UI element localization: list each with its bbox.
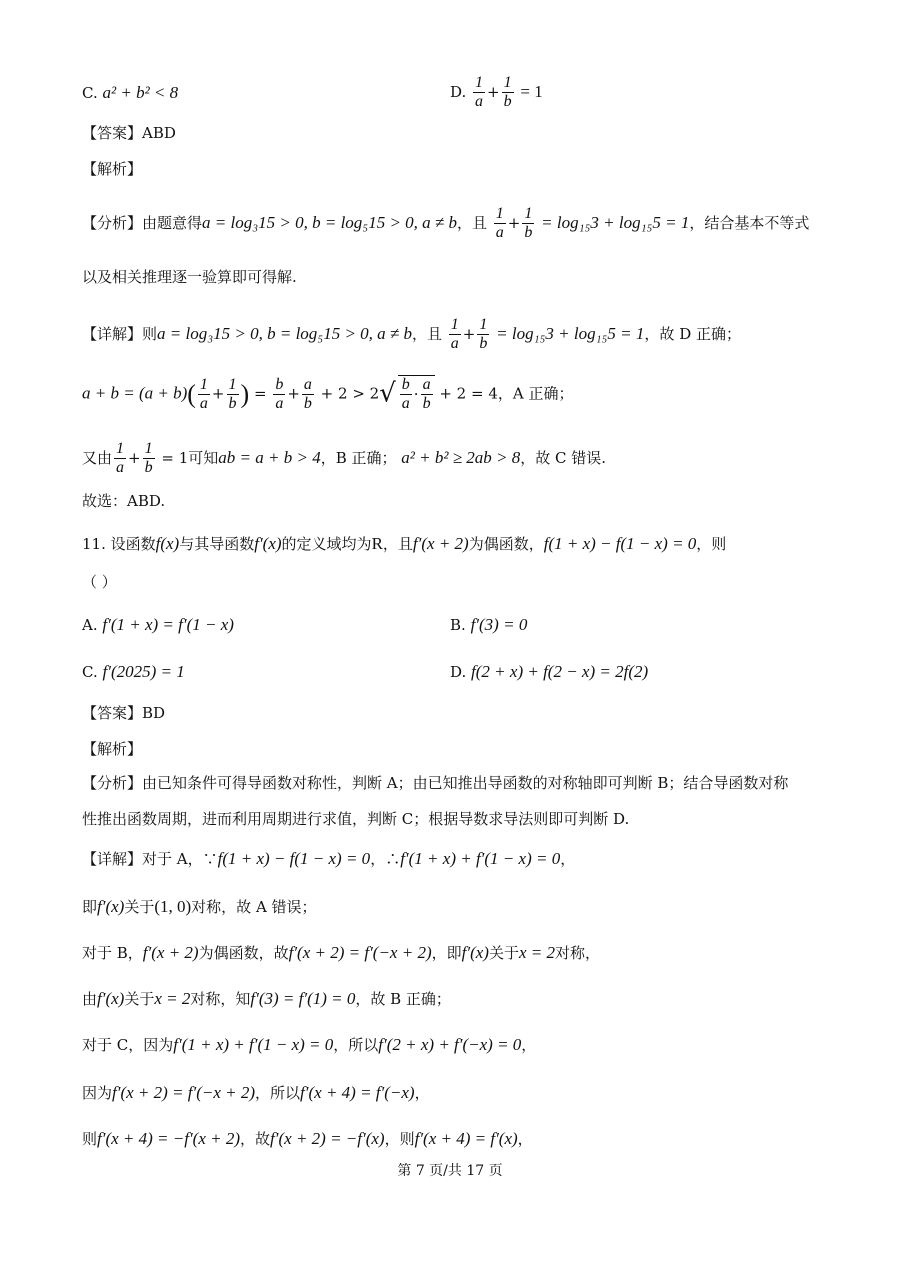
q11-option-b <box>450 614 527 636</box>
q11-detail-5-mid: ，所以 <box>333 1036 379 1054</box>
q11-detail-3-expr3: f′(x) <box>461 943 489 962</box>
q11-detail-3-mid3: 关于 <box>488 944 519 962</box>
q11-detail-5-tail: ， <box>521 1036 537 1054</box>
q11-detail-3-expr4: x = 2 <box>518 943 555 962</box>
q11-detail-6-expr2: f′(x + 4) = f′(−x) <box>300 1083 415 1102</box>
q11-detail-7-expr2: f′(x + 2) = −f′(x) <box>270 1129 385 1148</box>
fraction-b-over-a: $\frac{b}{a}$ <box>275 375 284 412</box>
q11-detail-3-mid1: 为偶函数，故 <box>198 944 289 962</box>
page-footer: 第 7 页/共 17 页 <box>397 1163 503 1179</box>
q10-step-a-mid3: + 2 = 4 <box>439 384 498 403</box>
q11-stem-d: 为偶函数， <box>468 535 544 553</box>
q11-detail-1-expr1: f(1 + x) − f(1 − x) = 0 <box>217 849 371 868</box>
q11-stem-R: R <box>371 534 383 553</box>
q11-detail-6-tail: ， <box>414 1084 430 1102</box>
q11-detail-3-expr1: f′(x + 2) <box>142 943 199 962</box>
q11-detail-2-expr: f′(x) <box>97 897 125 916</box>
q11-stem <box>82 533 726 555</box>
q10-xiangjie-expr1: a = log₃15 > 0, b = log₅15 > 0, a ≠ b <box>157 323 412 343</box>
option-d: D. $\frac{1}{a}$ + $\frac{1}{b}$ = 1 <box>450 74 543 111</box>
q11-detail-3 <box>82 942 600 964</box>
fraction-1-over-a: $\frac{1}{a}$ <box>495 205 504 242</box>
q11-detail-1-prefix: 【详解】对于 A，∵ <box>82 850 218 868</box>
q11-detail-4-tail: ，故 B 正确； <box>355 990 451 1008</box>
q11-option-c <box>82 661 185 683</box>
q11-paren: （ ） <box>82 573 117 591</box>
q11-detail-1-mid: ，∴ <box>370 850 401 868</box>
q11-detail-2-prefix: 即 <box>82 898 98 916</box>
option-c-label: C. <box>82 84 98 102</box>
q10-xiangjie-expr2: = log₁₅3 + log₁₅5 = 1 <box>496 323 645 343</box>
q11-fenxi-line1: 【分析】由已知条件可得导函数对称性，判断 A；由已知推出导函数的对称轴即可判断 B；结合导函数对称 <box>82 774 789 792</box>
q11-detail-6-expr1: f′(x + 2) = f′(−x + 2) <box>112 1083 256 1102</box>
q10-step-b-tail: ，故 C 错误. <box>520 448 607 467</box>
fraction-1-over-a: $\frac{1}{a}$ <box>450 316 459 353</box>
q11-detail-4 <box>82 988 451 1010</box>
q11-stem-b: 的定义域均为 <box>281 535 372 553</box>
q11-option-d <box>450 661 648 683</box>
fraction-1-over-b: $\frac{1}{b}$ <box>228 375 237 412</box>
q11-option-c-label: C. <box>82 663 98 681</box>
q11-detail-1 <box>82 848 575 870</box>
q11-detail-2-point: (1, 0) <box>154 897 192 916</box>
fraction-1-over-b: $\frac{1}{b}$ <box>479 316 488 353</box>
q11-detail-3-prefix: 对于 B， <box>82 944 143 962</box>
q11-stem-c: ，且 <box>382 535 413 553</box>
q11-option-c-expr: f′(2025) = 1 <box>102 662 185 681</box>
option-d-tail: = 1 <box>520 81 543 101</box>
q11-option-a-label: A. <box>82 616 98 634</box>
q11-option-a <box>82 614 234 636</box>
q11-answer: 【答案】BD <box>82 704 166 722</box>
q10-step-a: a + b = (a + b)( $\frac{1}{a}$ + $\frac{1}{b}$ ) = $\frac{b}{a}$ + $\frac{a}{b}$ + 2 > 2√ $\frac{b}{a}$ · $\frac{a}{b}$ + 2 = 4，A 正确； <box>82 375 574 413</box>
q11-detail-7-prefix: 则 <box>82 1130 98 1148</box>
q11-stem-a: 与其导函数 <box>179 535 255 553</box>
q11-detail-4-expr1: f′(x) <box>97 989 125 1008</box>
q11-detail-7-mid1: ，故 <box>240 1130 271 1148</box>
q10-fenxi-expr2: = log₁₅3 + log₁₅5 = 1 <box>541 212 690 232</box>
q10-step-b-mid2: ，B 正确； <box>320 448 397 467</box>
option-c <box>82 82 178 104</box>
q10-answer: 【答案】ABD <box>82 124 176 142</box>
q10-step-a-tail: ，A 正确； <box>497 384 574 403</box>
q11-detail-1-expr2: f′(1 + x) + f′(1 − x) = 0 <box>400 849 561 868</box>
q11-detail-1-tail: ， <box>560 850 576 868</box>
q11-stem-fp2: f′(x + 2) <box>412 534 469 553</box>
q10-step-b-prefix: 又由 <box>82 448 113 467</box>
q11-detail-6-prefix: 因为 <box>82 1084 113 1102</box>
q11-analysis-heading: 【解析】 <box>82 740 143 758</box>
q10-fenxi-expr1: a = log₃15 > 0, b = log₅15 > 0, a ≠ b <box>202 212 457 232</box>
q11-detail-2-tail: 对称，故 A 错误； <box>191 898 317 916</box>
q11-stem-f: f(x) <box>155 534 180 553</box>
q11-option-d-label: D. <box>450 663 467 681</box>
q10-xiangjie-mid: ，且 <box>412 324 443 343</box>
q11-detail-3-expr2: f′(x + 2) = f′(−x + 2) <box>288 943 432 962</box>
q10-xiangjie-prefix: 【详解】则 <box>82 324 158 343</box>
q10-step-b-mid: 可知 <box>188 448 219 467</box>
fraction-1-over-a: $\frac{1}{a}$ <box>116 440 125 477</box>
q10-choose: 故选：ABD. <box>82 492 166 510</box>
sqrt-ba-ab: $\frac{b}{a}$ · $\frac{a}{b}$ <box>398 375 435 414</box>
q11-detail-4-expr2: x = 2 <box>154 989 191 1008</box>
q11-detail-2 <box>82 896 317 918</box>
q11-detail-4-prefix: 由 <box>82 990 98 1008</box>
q11-detail-5 <box>82 1034 536 1056</box>
q11-option-b-label: B. <box>450 616 466 634</box>
q10-step-b-expr3: a² + b² ≥ 2ab > 8 <box>401 447 521 467</box>
option-c-expr: a² + b² < 8 <box>102 83 179 102</box>
q10-xiangjie-line1: 【详解】则a = log₃15 > 0, b = log₅15 > 0, a ≠ b，且 $\frac{1}{a}$ + $\frac{1}{b}$ = log₁₅3 + log₁₅5 = 1，故 D 正确； <box>82 316 741 353</box>
q11-detail-2-mid: 关于 <box>124 898 155 916</box>
q11-detail-7-expr3: f′(x + 4) = f′(x) <box>414 1129 518 1148</box>
q11-fenxi-line2: 性推出函数周期，进而利用周期进行求值，判断 C；根据导数求导法则即可判断 D. <box>82 810 630 828</box>
q10-step-b-expr2: ab = a + b > 4 <box>218 447 321 467</box>
fraction-1-over-b: $\frac{1}{b}$ <box>144 440 153 477</box>
q10-fenxi-prefix: 【分析】由题意得 <box>82 213 203 232</box>
fraction-1-over-b: $\frac{1}{b}$ <box>503 74 512 111</box>
q10-xiangjie-tail: ，故 D 正确； <box>644 324 741 343</box>
q10-step-a-mid1: = <box>253 384 267 403</box>
q10-step-a-lhs: a + b = (a + b) <box>82 383 188 403</box>
q11-detail-4-mid2: 对称，知 <box>190 990 251 1008</box>
q11-detail-3-mid2: ，即 <box>431 944 462 962</box>
q11-option-d-expr: f(2 + x) + f(2 − x) = 2f(2) <box>471 662 649 681</box>
q10-analysis-heading: 【解析】 <box>82 160 143 178</box>
q10-step-b-expr1: = 1 <box>161 448 189 467</box>
q11-detail-5-prefix: 对于 C，因为 <box>82 1036 174 1054</box>
option-d-label: D. <box>450 82 467 101</box>
q11-detail-5-expr1: f′(1 + x) + f′(1 − x) = 0 <box>173 1035 334 1054</box>
q11-stem-fp: f′(x) <box>254 534 282 553</box>
q11-detail-4-expr3: f′(3) = f′(1) = 0 <box>250 989 356 1008</box>
q10-step-b: 又由 $\frac{1}{a}$ + $\frac{1}{b}$ = 1可知ab = a + b > 4，B 正确； a² + b² ≥ 2ab > 8，故 C 错误. <box>82 440 607 477</box>
fraction-1-over-a: $\frac{1}{a}$ <box>199 375 208 412</box>
q10-fenxi-line1: 【分析】由题意得a = log₃15 > 0, b = log₅15 > 0, a ≠ b，且 $\frac{1}{a}$ + $\frac{1}{b}$ = log₁₅3 + log₁₅5 = 1，结合基本不等式 <box>82 205 810 242</box>
fraction-1-over-b: $\frac{1}{b}$ <box>524 205 533 242</box>
fraction-a-over-b: $\frac{a}{b}$ <box>303 375 312 412</box>
q11-stem-e: ，则 <box>696 535 727 553</box>
q11-stem-prefix: 11. 设函数 <box>82 535 156 553</box>
q11-option-b-expr: f′(3) = 0 <box>470 615 528 634</box>
q10-fenxi-tail: ，结合基本不等式 <box>689 213 810 232</box>
q11-detail-6 <box>82 1082 430 1104</box>
q11-detail-7-tail: ， <box>517 1130 533 1148</box>
q11-stem-eq: f(1 + x) − f(1 − x) = 0 <box>543 534 697 553</box>
q11-option-a-expr: f′(1 + x) = f′(1 − x) <box>102 615 234 634</box>
q11-detail-3-tail: 对称， <box>554 944 600 962</box>
q10-fenxi-mid: ，且 <box>457 213 488 232</box>
q10-fenxi-line2: 以及相关推理逐一验算即可得解. <box>82 268 297 286</box>
fraction-1-over-a: $\frac{1}{a}$ <box>475 74 484 111</box>
q11-detail-5-expr2: f′(2 + x) + f′(−x) = 0 <box>378 1035 522 1054</box>
q11-detail-4-mid1: 关于 <box>124 990 155 1008</box>
q10-step-a-mid2: + 2 > 2 <box>320 384 380 403</box>
q11-detail-7-expr1: f′(x + 4) = −f′(x + 2) <box>97 1129 241 1148</box>
q11-detail-6-mid: ，所以 <box>255 1084 301 1102</box>
q11-detail-7 <box>82 1128 533 1150</box>
q11-detail-7-mid2: ，则 <box>384 1130 415 1148</box>
